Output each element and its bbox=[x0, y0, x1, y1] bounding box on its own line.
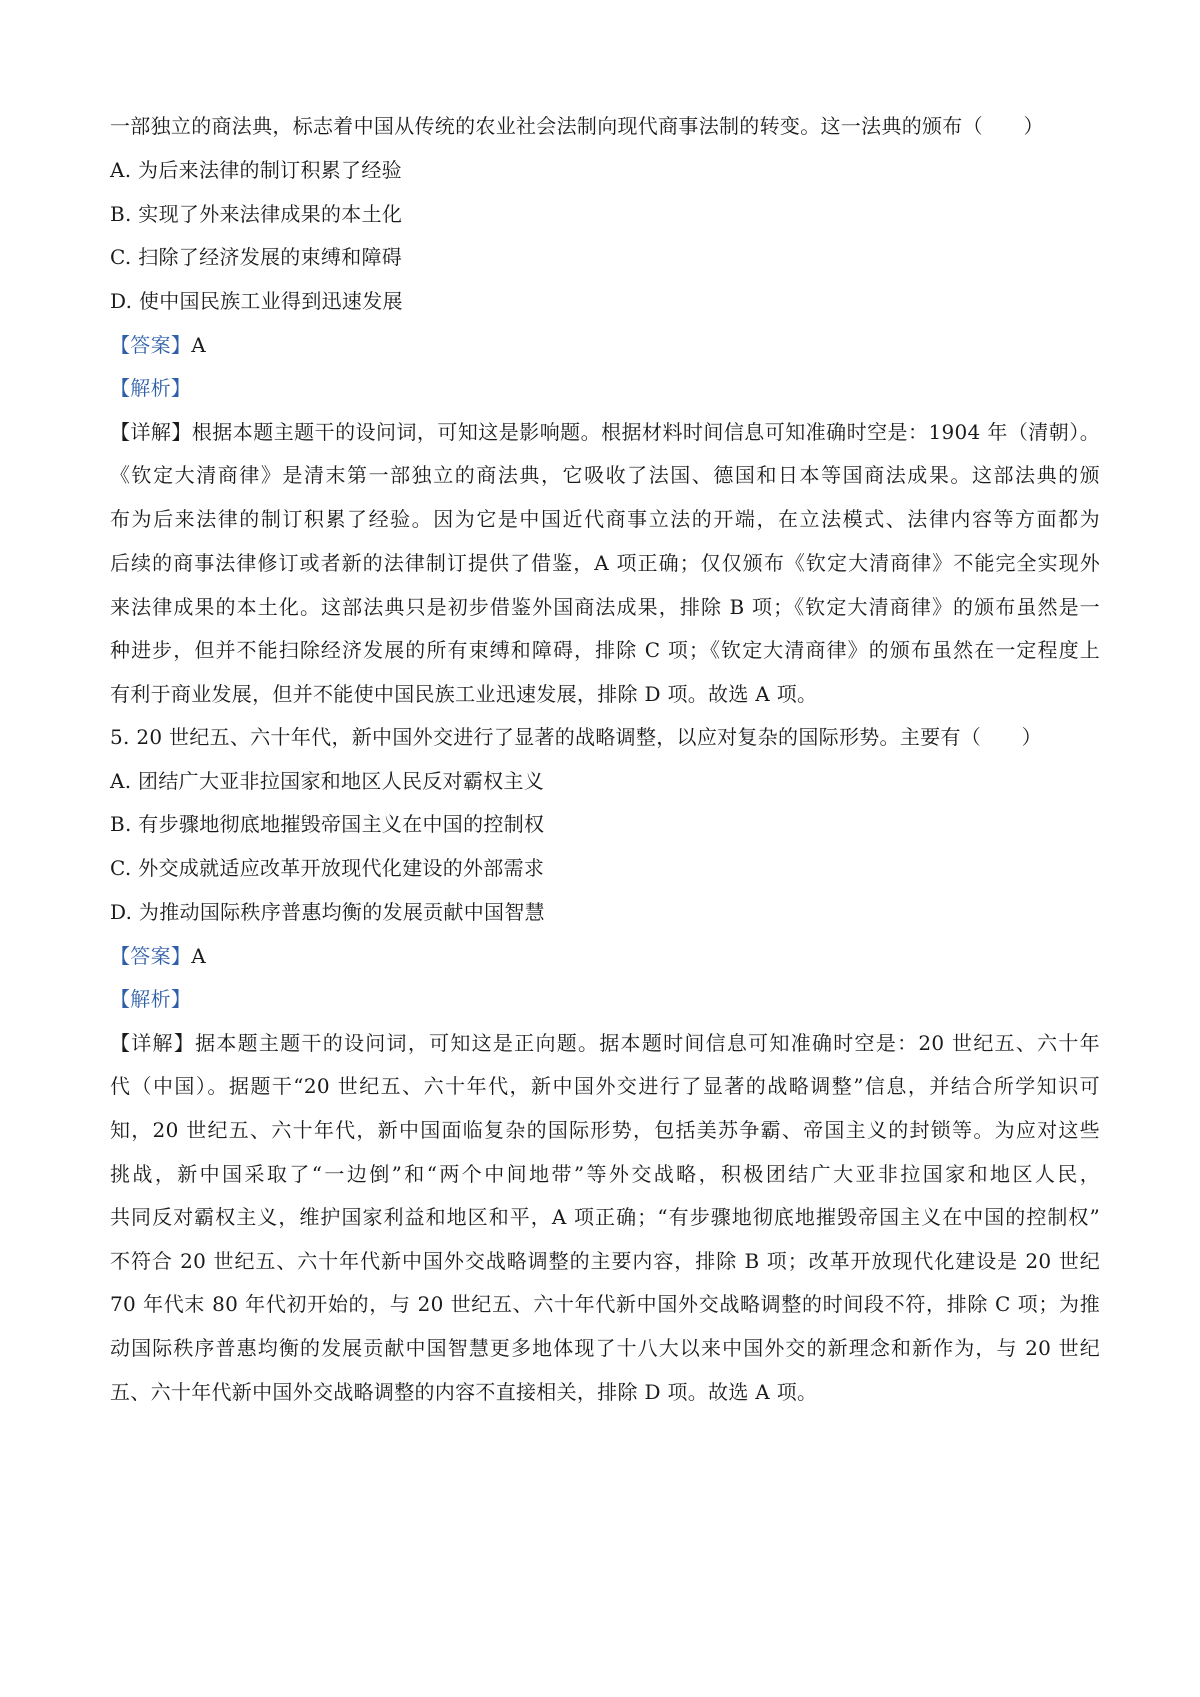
q5-detail-line: 挑战，新中国采取了“一边倒”和“两个中间地带”等外交战略，积极团结广大亚非拉国家和地区人民， bbox=[110, 1162, 1100, 1186]
q5-detail-line: 【详解】据本题主题干的设问词，可知这是正向题。据本题时间信息可知准确时空是：20 世纪五、六十年 bbox=[110, 1031, 1100, 1055]
q4-detail-line: 来法律成果的本土化。这部法典只是初步借鉴外国商法成果，排除 B 项；《钦定大清商律》的颁布虽然是一 bbox=[110, 595, 1100, 619]
q4-option-b: B. 实现了外来法律成果的本土化 bbox=[110, 202, 403, 226]
q5-option-d: D. 为推动国际秩序普惠均衡的发展贡献中国智慧 bbox=[110, 900, 545, 924]
q5-detail-line: 动国际秩序普惠均衡的发展贡献中国智慧更多地体现了十八大以来中国外交的新理念和新作为，与 20 世纪 bbox=[110, 1336, 1100, 1360]
q4-detail-line: 有利于商业发展，但并不能使中国民族工业迅速发展，排除 D 项。故选 A 项。 bbox=[110, 682, 818, 706]
q4-answer-row bbox=[110, 331, 1100, 359]
q5-option-b: B. 有步骤地彻底地摧毁帝国主义在中国的控制权 bbox=[110, 812, 545, 836]
q5-answer-row bbox=[110, 942, 1100, 970]
q5-detail-line: 70 年代末 80 年代初开始的，与 20 世纪五、六十年代新中国外交战略调整的时间段不符，排除 C 项；为推 bbox=[110, 1292, 1100, 1316]
q4-stem-tail: 一部独立的商法典，标志着中国从传统的农业社会法制向现代商事法制的转变。这一法典的颁布（ ） bbox=[110, 114, 1044, 138]
q5-detail-line: 知，20 世纪五、六十年代，新中国面临复杂的国际形势，包括美苏争霸、帝国主义的封锁等。为应对这些 bbox=[110, 1118, 1100, 1142]
q4-answer-label: 【答案】 bbox=[110, 333, 192, 357]
q4-answer-value: A bbox=[191, 333, 206, 357]
q4-analysis-label: 【解析】 bbox=[110, 376, 192, 400]
q5-option-c: C. 外交成就适应改革开放现代化建设的外部需求 bbox=[110, 856, 545, 880]
q4-detail-line: 后续的商事法律修订或者新的法律制订提供了借鉴，A 项正确；仅仅颁布《钦定大清商律》不能完全实现外 bbox=[110, 551, 1100, 575]
q5-detail-line: 不符合 20 世纪五、六十年代新中国外交战略调整的主要内容，排除 B 项；改革开放现代化建设是 20 世纪 bbox=[110, 1249, 1100, 1273]
q4-option-c: C. 扫除了经济发展的束缚和障碍 bbox=[110, 245, 403, 269]
q5-detail-line: 代（中国）。据题干“20 世纪五、六十年代，新中国外交进行了显著的战略调整”信息，并结合所学知识可 bbox=[110, 1074, 1100, 1098]
q5-analysis-label: 【解析】 bbox=[110, 987, 192, 1011]
q4-detail-line: 【详解】根据本题主题干的设问词，可知这是影响题。根据材料时间信息可知准确时空是：1904 年（清朝）。 bbox=[110, 420, 1100, 444]
q4-option-a: A. 为后来法律的制订积累了经验 bbox=[110, 158, 402, 182]
q5-stem: 5. 20 世纪五、六十年代，新中国外交进行了显著的战略调整，以应对复杂的国际形势。主要有（ ） bbox=[110, 725, 1042, 749]
q5-answer-value: A bbox=[191, 944, 206, 968]
q4-option-d: D. 使中国民族工业得到迅速发展 bbox=[110, 289, 403, 313]
q5-option-a: A. 团结广大亚非拉国家和地区人民反对霸权主义 bbox=[110, 769, 545, 793]
q5-analysis-row bbox=[110, 985, 1100, 1013]
q5-answer-label: 【答案】 bbox=[110, 944, 192, 968]
q4-detail-line: 布为后来法律的制订积累了经验。因为它是中国近代商事立法的开端，在立法模式、法律内容等方面都为 bbox=[110, 507, 1100, 531]
q4-detail-line: 种进步，但并不能扫除经济发展的所有束缚和障碍，排除 C 项；《钦定大清商律》的颁布虽然在一定程度上 bbox=[110, 638, 1100, 662]
q4-detail-line: 《钦定大清商律》是清末第一部独立的商法典，它吸收了法国、德国和日本等国商法成果。这部法典的颁 bbox=[110, 463, 1100, 487]
q5-detail-line: 五、六十年代新中国外交战略调整的内容不直接相关，排除 D 项。故选 A 项。 bbox=[110, 1380, 818, 1404]
q5-detail-line: 共同反对霸权主义，维护国家利益和地区和平，A 项正确；“有步骤地彻底地摧毁帝国主义在中国的控制权” bbox=[110, 1205, 1100, 1229]
q4-analysis-row bbox=[110, 374, 1100, 402]
